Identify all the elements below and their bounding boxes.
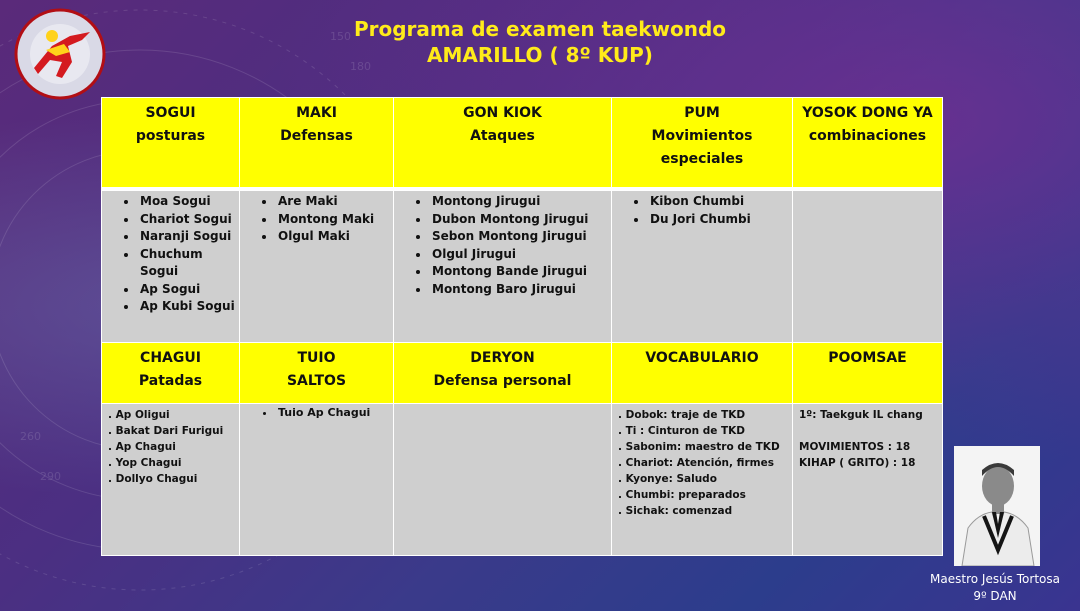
list-item: . Ap Oligui: [108, 409, 170, 421]
list-item: . Sabonim: maestro de TKD: [618, 441, 780, 453]
list-item: • Ap Sogui: [138, 281, 239, 299]
cell-vocabulario-items: [612, 404, 793, 556]
cell-sogui-items: [102, 189, 240, 343]
header-row-1: [102, 98, 943, 190]
list-item: • Kibon Chumbi: [648, 193, 792, 211]
svg-text:180: 180: [350, 60, 371, 73]
poomsae-form: 1º: Taekguk IL chang: [799, 409, 923, 421]
list-item: . Chumbi: preparados: [618, 489, 746, 501]
list-item: . Bakat Dari Furigui: [108, 425, 224, 437]
list-item: • Are Maki: [276, 193, 393, 211]
list-item: • Tuio Ap Chagui: [276, 405, 393, 421]
cell-tuio-items: [240, 404, 394, 556]
svg-text:260: 260: [20, 430, 41, 443]
header-chagui: CHAGUI Patadas: [102, 343, 240, 404]
teacher-portrait-icon: [954, 446, 1040, 566]
list-item: • Naranji Sogui: [138, 228, 239, 246]
list-item: • Chuchum Sogui: [138, 246, 239, 281]
poomsae-kihap: KIHAP ( GRITO) : 18: [799, 457, 916, 469]
list-item: • Montong Baro Jirugui: [430, 281, 611, 299]
header-row-2: [102, 343, 943, 404]
list-item: • Moa Sogui: [138, 193, 239, 211]
list-item: . Kyonye: Saludo: [618, 473, 717, 485]
list-item: . Chariot: Atención, firmes: [618, 457, 774, 469]
list-item: • Chariot Sogui: [138, 211, 239, 229]
header-sogui: SOGUI posturas: [102, 98, 240, 190]
header-maki: MAKI Defensas: [240, 98, 394, 190]
cell-chagui-items: [102, 404, 240, 556]
list-item: . Ap Chagui: [108, 441, 176, 453]
title-line-1: Programa de examen taekwondo: [353, 17, 727, 41]
exam-program-table: [101, 97, 943, 556]
list-item: . Dollyo Chagui: [108, 473, 198, 485]
list-item: . Sichak: comenzad: [618, 505, 733, 517]
list-item: • Montong Jirugui: [430, 193, 611, 211]
list-item: . Yop Chagui: [108, 457, 182, 469]
list-item: • Olgul Jirugui: [430, 246, 611, 264]
teacher-rank: 9º DAN: [973, 589, 1017, 603]
header-poomsae: POOMSAE: [793, 343, 943, 404]
list-item: • Sebon Montong Jirugui: [430, 228, 611, 246]
title-line-2: AMARILLO ( 8º KUP): [427, 43, 653, 67]
header-yosok-dong-ya: YOSOK DONG YA combinaciones: [793, 98, 943, 190]
header-vocabulario: VOCABULARIO: [612, 343, 793, 404]
poomsae-spacer: [799, 423, 942, 439]
svg-text:150: 150: [330, 30, 351, 43]
body-row-1: [102, 189, 943, 343]
teacher-caption: [912, 571, 1078, 605]
page-title: [0, 16, 1080, 68]
header-deryon: DERYON Defensa personal: [394, 343, 612, 404]
header-pum: PUM Movimientos especiales: [612, 98, 793, 190]
cell-poomsae-items: [793, 404, 943, 556]
list-item: • Montong Maki: [276, 211, 393, 229]
teacher-photo: [954, 446, 1040, 566]
header-tuio: TUIO SALTOS: [240, 343, 394, 404]
cell-gon-kiok-items: [394, 189, 612, 343]
teacher-name: Maestro Jesús Tortosa: [930, 572, 1060, 586]
header-gon-kiok: GON KIOK Ataques: [394, 98, 612, 190]
svg-text:290: 290: [40, 470, 61, 483]
list-item: • Ap Kubi Sogui: [138, 298, 239, 316]
list-item: • Olgul Maki: [276, 228, 393, 246]
cell-deryon-items: [394, 404, 612, 556]
cell-maki-items: [240, 189, 394, 343]
body-row-2: [102, 404, 943, 556]
list-item: • Du Jori Chumbi: [648, 211, 792, 229]
list-item: . Dobok: traje de TKD: [618, 409, 746, 421]
list-item: . Ti : Cinturon de TKD: [618, 425, 746, 437]
cell-pum-items: [612, 189, 793, 343]
cell-yosok-dong-ya-items: [793, 189, 943, 343]
list-item: • Dubon Montong Jirugui: [430, 211, 611, 229]
list-item: • Montong Bande Jirugui: [430, 263, 611, 281]
poomsae-movements: MOVIMIENTOS : 18: [799, 441, 911, 453]
